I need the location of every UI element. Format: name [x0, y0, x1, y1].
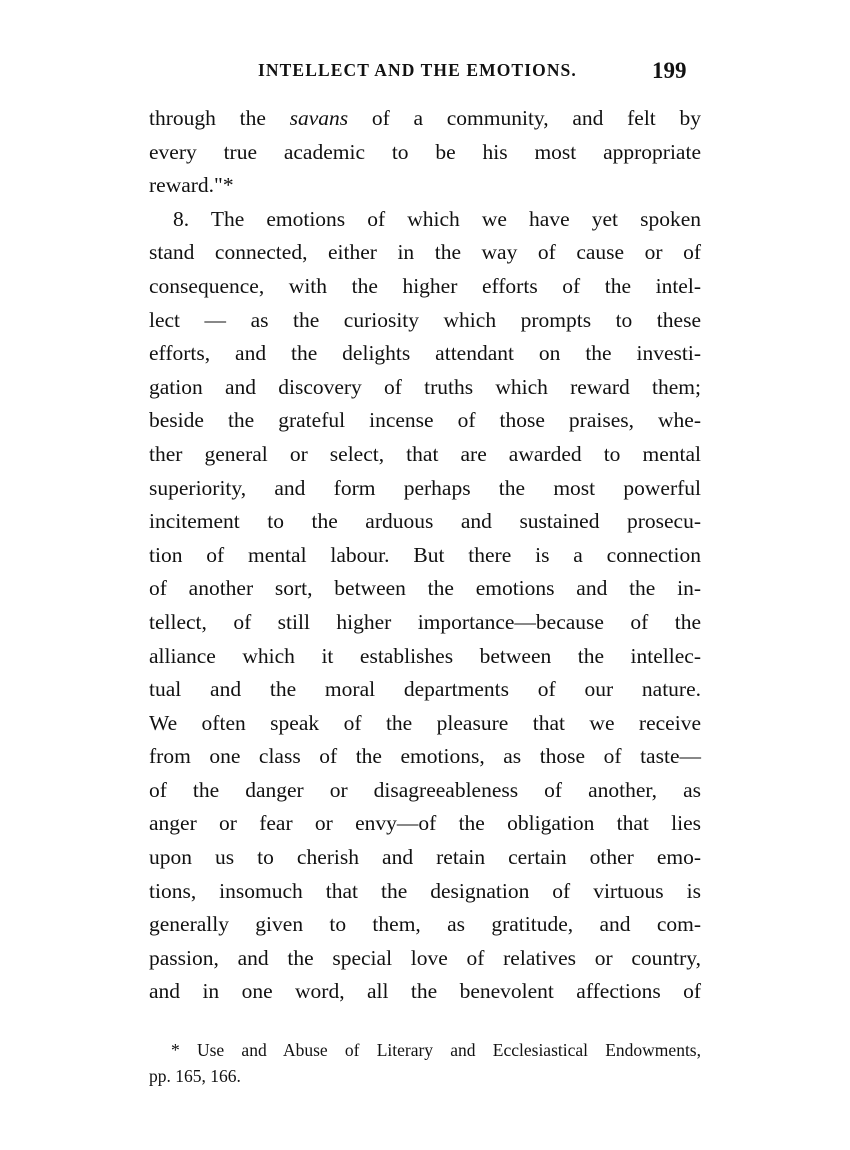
text-line: through the savans of a community, and felt by	[149, 106, 701, 130]
text-line: tions, insomuch that the designation of virtuous is	[149, 878, 701, 903]
footnote-line: pp. 165, 166.	[149, 1066, 241, 1086]
text-line: tual and the moral departments of our nature.	[149, 677, 701, 702]
running-head	[0, 58, 850, 88]
text-line: from one class of the emotions, as those of taste—	[149, 744, 701, 769]
running-title: INTELLECT AND THE EMOTIONS.	[258, 60, 577, 80]
text-line: of another sort, between the emotions and the in-	[149, 576, 701, 601]
footnote	[149, 1037, 701, 1089]
text-line: stand connected, either in the way of cause or of	[149, 240, 701, 265]
footnote-line: * Use and Abuse of Literary and Ecclesiastical Endowments,	[171, 1040, 701, 1060]
text-line: consequence, with the higher efforts of the intel-	[149, 273, 701, 298]
text-line: ther general or select, that are awarded to mental	[149, 441, 701, 466]
text-line: and in one word, all the benevolent affections of	[149, 979, 701, 1004]
text-line: superiority, and form perhaps the most powerful	[149, 475, 701, 500]
text-line: efforts, and the delights attendant on the investi-	[149, 341, 701, 366]
text-line: reward."*	[149, 173, 234, 198]
text-line: generally given to them, as gratitude, and com-	[149, 912, 701, 937]
text-line: anger or fear or envy—of the obligation that lies	[149, 811, 701, 836]
text-line: We often speak of the pleasure that we receive	[149, 710, 701, 735]
text-line: alliance which it establishes between the intellec-	[149, 643, 701, 668]
text-line: lect — as the curiosity which prompts to these	[149, 307, 701, 332]
text-line: tion of mental labour. But there is a connection	[149, 542, 701, 567]
text-line: of the danger or disagreeableness of another, as	[149, 777, 701, 802]
paragraph-start-line: 8. The emotions of which we have yet spoken	[173, 206, 701, 231]
text-line: beside the grateful incense of those praises, whe-	[149, 408, 701, 433]
text-line: tellect, of still higher importance—because of the	[149, 609, 701, 634]
text-line: gation and discovery of truths which reward them;	[149, 374, 701, 399]
page-number: 199	[652, 58, 687, 83]
italic-word: savans	[289, 106, 349, 130]
text-line: every true academic to be his most appropriate	[149, 139, 701, 164]
text-line: passion, and the special love of relatives or country,	[149, 945, 701, 970]
text-line: incitement to the arduous and sustained prosecu-	[149, 509, 701, 534]
body-text	[149, 102, 701, 1009]
text-line: upon us to cherish and retain certain other emo-	[149, 845, 701, 870]
